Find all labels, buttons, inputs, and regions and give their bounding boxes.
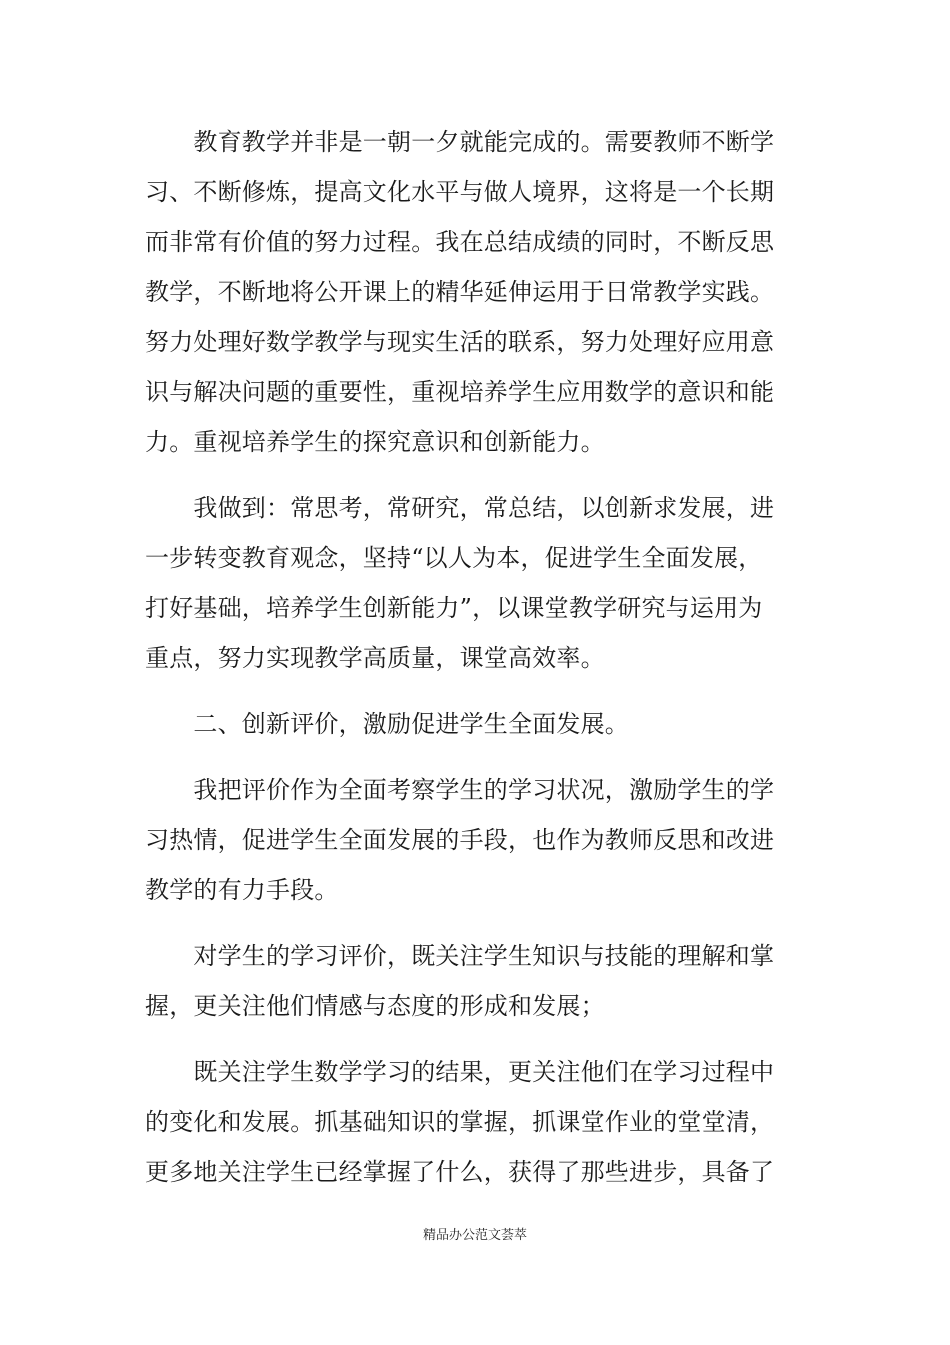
body-text-line: 而非常有价值的努力过程。我在总结成绩的同时，不断反思 (145, 228, 775, 256)
body-text-line: 的变化和发展。抓基础知识的掌握，抓课堂作业的堂堂清， (145, 1108, 775, 1136)
body-text-line: 识与解决问题的重要性，重视培养学生应用数学的意识和能 (145, 378, 775, 406)
body-text-line: 打好基础，培养学生创新能力”，以课堂教学研究与运用为 (145, 594, 763, 622)
body-text-line: 既关注学生数学学习的结果，更关注他们在学习过程中 (145, 1058, 775, 1086)
section-heading: 二、创新评价，激励促进学生全面发展。 (145, 710, 629, 738)
body-text-line: 对学生的学习评价，既关注学生知识与技能的理解和掌 (145, 942, 775, 970)
body-text-line: 教育教学并非是一朝一夕就能完成的。需要教师不断学 (145, 128, 775, 156)
body-text-line: 一步转变教育观念，坚持“以人为本，促进学生全面发展， (145, 544, 763, 572)
body-text-line: 习、不断修炼，提高文化水平与做人境界，这将是一个长期 (145, 178, 775, 206)
body-text-line: 习热情，促进学生全面发展的手段，也作为教师反思和改进 (145, 826, 775, 854)
body-text-line: 重点，努力实现教学高质量，课堂高效率。 (145, 644, 605, 672)
body-text-line: 握，更关注他们情感与态度的形成和发展； (145, 992, 605, 1020)
body-text-line: 我把评价作为全面考察学生的学习状况，激励学生的学 (145, 776, 775, 804)
body-text-line: 力。重视培养学生的探究意识和创新能力。 (145, 428, 605, 456)
body-text-line: 更多地关注学生已经掌握了什么，获得了那些进步，具备了 (145, 1158, 775, 1186)
body-text-line: 努力处理好数学教学与现实生活的联系，努力处理好应用意 (145, 328, 775, 356)
body-text-line: 教学，不断地将公开课上的精华延伸运用于日常教学实践。 (145, 278, 775, 306)
page-footer: 精品办公范文荟萃 (422, 1228, 527, 1243)
body-text-line: 我做到：常思考，常研究，常总结，以创新求发展，进 (145, 494, 775, 522)
body-text-line: 教学的有力手段。 (145, 876, 339, 904)
